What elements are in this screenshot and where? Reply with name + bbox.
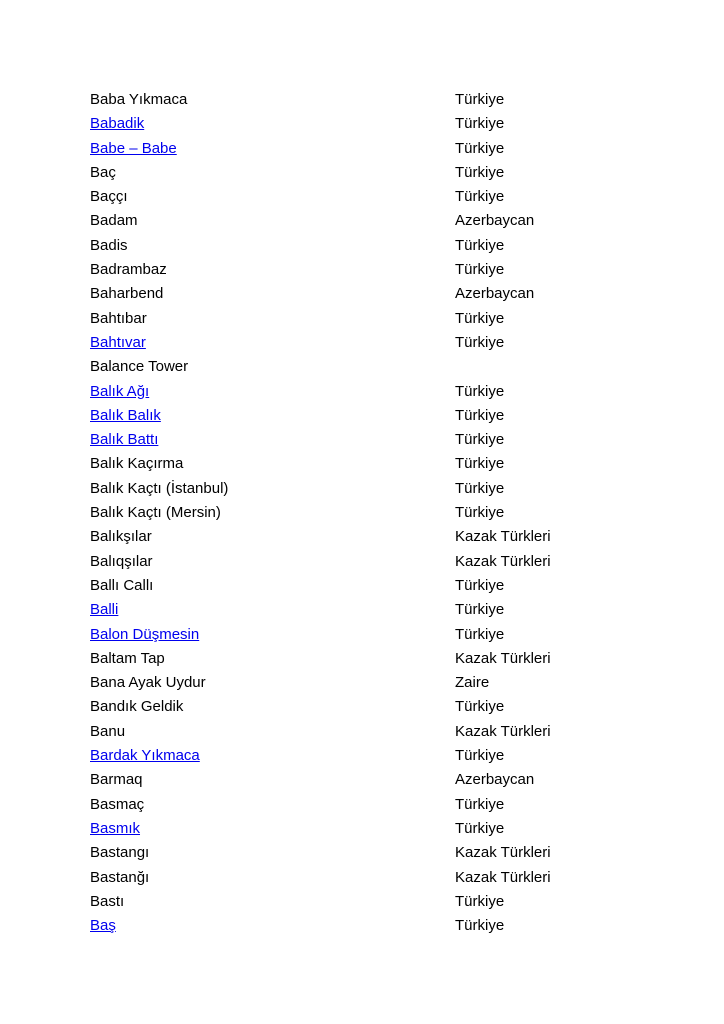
list-row xyxy=(90,698,551,722)
list-row xyxy=(90,140,551,164)
country-name: Türkiye xyxy=(455,382,505,400)
game-name: Bana Ayak Uydur xyxy=(90,674,206,692)
game-link[interactable]: Bahtıvar xyxy=(90,333,146,351)
country-name: Türkiye xyxy=(455,406,505,424)
game-name: Bandık Geldik xyxy=(90,698,184,716)
country-name: Türkiye xyxy=(455,625,505,643)
game-link[interactable]: Balık Balık xyxy=(90,406,161,424)
list-row xyxy=(90,553,551,577)
game-name: Bastangı xyxy=(90,844,150,862)
list-row xyxy=(90,358,551,382)
list-row xyxy=(90,431,551,455)
country-name: Türkiye xyxy=(455,479,505,497)
game-link[interactable]: Basmık xyxy=(90,819,141,837)
list-row xyxy=(90,771,551,795)
game-name: Bastanğı xyxy=(90,868,150,886)
game-name: Balance Tower xyxy=(90,358,189,376)
game-country-list xyxy=(90,91,551,941)
game-name: Bahtıbar xyxy=(90,309,147,327)
game-name: Banu xyxy=(90,722,126,740)
country-name: Türkiye xyxy=(455,576,505,594)
country-name: Türkiye xyxy=(455,115,505,133)
game-name: Baharbend xyxy=(90,285,164,303)
country-name: Kazak Türkleri xyxy=(455,722,551,740)
game-name: Baltam Tap xyxy=(90,649,165,667)
game-name: Balıkşılar xyxy=(90,528,152,546)
country-name: Azerbaycan xyxy=(455,285,535,303)
country-name: Türkiye xyxy=(455,747,505,765)
country-name: Türkiye xyxy=(455,309,505,327)
list-row xyxy=(90,383,551,407)
list-row xyxy=(90,237,551,261)
game-name: Basmaç xyxy=(90,795,145,813)
list-row xyxy=(90,115,551,139)
country-name: Türkiye xyxy=(455,163,505,181)
country-name: Türkiye xyxy=(455,892,505,910)
list-row xyxy=(90,869,551,893)
list-row xyxy=(90,917,551,941)
list-row xyxy=(90,164,551,188)
country-name: Türkiye xyxy=(455,91,505,108)
list-row xyxy=(90,626,551,650)
country-name: Azerbaycan xyxy=(455,771,535,789)
country-name: Zaire xyxy=(455,674,490,692)
list-row xyxy=(90,528,551,552)
game-name: Balık Kaçtı (Mersin) xyxy=(90,504,221,522)
list-row xyxy=(90,455,551,479)
list-row xyxy=(90,601,551,625)
list-row xyxy=(90,650,551,674)
list-row xyxy=(90,212,551,236)
list-row xyxy=(90,285,551,309)
list-row xyxy=(90,674,551,698)
list-row xyxy=(90,844,551,868)
game-name: Baç xyxy=(90,163,116,181)
list-row xyxy=(90,261,551,285)
game-link[interactable]: Balık Battı xyxy=(90,431,159,449)
country-name: Türkiye xyxy=(455,139,505,157)
country-name: Türkiye xyxy=(455,795,505,813)
country-name: Türkiye xyxy=(455,504,505,522)
country-name: Türkiye xyxy=(455,455,505,473)
game-name: Baba Yıkmaca xyxy=(90,91,188,108)
game-name: Baççı xyxy=(90,188,128,206)
country-name: Türkiye xyxy=(455,261,505,279)
game-name: Badam xyxy=(90,212,138,230)
game-name: Bastı xyxy=(90,892,125,910)
list-row xyxy=(90,820,551,844)
country-name: Azerbaycan xyxy=(455,212,535,230)
game-name: Balık Kaçtı (İstanbul) xyxy=(90,479,229,497)
country-name: Kazak Türkleri xyxy=(455,844,551,862)
country-name: Türkiye xyxy=(455,188,505,206)
country-name: Türkiye xyxy=(455,601,505,619)
list-row xyxy=(90,747,551,771)
country-name: Kazak Türkleri xyxy=(455,649,551,667)
list-row xyxy=(90,723,551,747)
list-row xyxy=(90,893,551,917)
list-row xyxy=(90,188,551,212)
country-name: Kazak Türkleri xyxy=(455,868,551,886)
list-row xyxy=(90,480,551,504)
game-link[interactable]: Babe – Babe xyxy=(90,139,177,157)
country-name: Türkiye xyxy=(455,333,505,351)
game-link[interactable]: Babadik xyxy=(90,115,145,133)
game-name: Badis xyxy=(90,236,128,254)
game-link[interactable]: Balli xyxy=(90,601,119,619)
country-name: Türkiye xyxy=(455,917,505,935)
game-name: Badrambaz xyxy=(90,261,167,279)
list-row xyxy=(90,504,551,528)
country-name: Kazak Türkleri xyxy=(455,528,551,546)
list-row xyxy=(90,310,551,334)
game-link[interactable]: Balon Düşmesin xyxy=(90,625,200,643)
list-row xyxy=(90,407,551,431)
game-name: Ballı Callı xyxy=(90,576,154,594)
country-name: Türkiye xyxy=(455,819,505,837)
list-row xyxy=(90,796,551,820)
game-name: Balıqşılar xyxy=(90,552,153,570)
list-row xyxy=(90,334,551,358)
game-name: Balık Kaçırma xyxy=(90,455,184,473)
country-name: Türkiye xyxy=(455,431,505,449)
list-row xyxy=(90,91,551,115)
game-link[interactable]: Balık Ağı xyxy=(90,382,150,400)
country-name: Kazak Türkleri xyxy=(455,552,551,570)
game-link[interactable]: Bardak Yıkmaca xyxy=(90,747,200,765)
game-link[interactable]: Baş xyxy=(90,917,116,935)
country-name: Türkiye xyxy=(455,698,505,716)
list-row xyxy=(90,577,551,601)
game-name: Barmaq xyxy=(90,771,143,789)
country-name: Türkiye xyxy=(455,236,505,254)
